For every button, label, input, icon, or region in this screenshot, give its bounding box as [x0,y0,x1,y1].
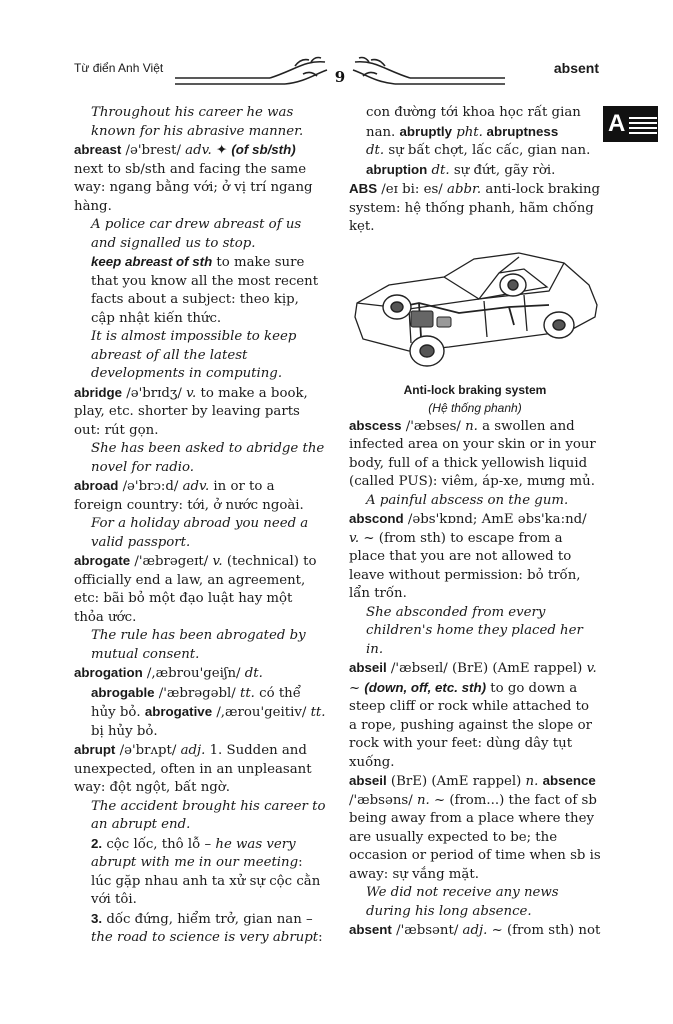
part-of-speech: v. [212,554,223,569]
note: (BrE) (AmE rappel) [386,774,526,789]
part-of-speech: abbr. [447,182,482,197]
definition: 1. Sudden and unexpected, often in an unpleasant way: đột ngột, bất ngờ. [74,743,312,795]
guide-word: absent [553,60,599,76]
headword: abrogation [74,665,143,680]
wheel-rear-right-hub [553,320,565,330]
page-header-ornament [175,52,505,94]
example: It is almost impossible to keep abreast of all the latest developments in computing. [91,329,297,381]
definition: ~ (from...) the fact of sb being away from a place where they are usually expected to be; the occasion or period of time when sb is away: sự vắng mặt. [349,792,601,882]
pronunciation: /,æbrou'geiʃn/ [142,666,245,681]
part-of-speech: adv. [182,479,210,494]
pronunciation: /'æbrəgəbl/ [154,685,240,701]
definition: cộc lốc, thô lỗ – [102,836,216,852]
headword: abrogate [74,553,131,568]
part-of-speech: tt. [240,685,255,701]
definition: a swollen and infected area on your skin or in your body, full of a thick yellowish liquid (called PUS): viêm, áp-xe, mưng mủ. [349,418,596,489]
wheel-front-right-hub [420,345,434,357]
part-of-speech: v. [349,530,360,546]
pronunciation: /ə'brɔ:d/ [118,479,183,494]
symbol: ✦ [211,143,232,158]
car-illustration [349,247,601,377]
pronunciation: /eɪ bi: es/ [377,182,448,197]
part-of-speech: adj. [180,743,206,758]
pronunciation: /'æbses/ [401,418,466,434]
example: The accident brought his career to an abrupt end. [91,798,326,832]
pronunciation: /'æbsənt/ [391,923,463,938]
headword: abscond [349,511,404,526]
part-of-speech: n. [465,418,478,434]
headword: absent [349,922,392,937]
sense-2 [74,835,326,910]
definition: to go down a steep cliff or rock while attached to a rope, pushing against the slope or rock with your feet: dùng dây tụt xuống. [349,680,592,770]
pronunciation: /'æbrəgeɪt/ [130,554,213,569]
headword: abrogative [144,704,213,719]
pattern: (of sb/sth) [231,142,296,157]
definition: in or to a foreign country: tới, ở nước ngoài. [74,479,304,513]
pronunciation: /'æbsəns/ [349,792,417,808]
example: She has been asked to abridge the novel for radio. [91,441,325,475]
definition: ~ (from sth) to escape from a place that you are not allowed to leave without permission: bỏ trốn, lẩn trốn. [349,530,581,601]
definition: sự đứt, gãy rời. [449,162,556,178]
pronunciation: /ə'brɪdʒ/ [122,385,187,401]
part-of-speech: dt. [366,143,385,158]
sense-number: 2. [91,835,103,851]
wheel-rear-left-hub [508,280,518,290]
figure-caption-title: Anti-lock braking system [403,382,547,397]
headword: abruptness [482,123,559,139]
entry-abreast [74,141,326,216]
tab-letter: A [608,110,626,137]
example: She absconded from every children's home they placed her in. [366,604,583,657]
definition: next to sb/sth and facing the same way: ngang bằng với; ở vị trí ngang hàng. [74,161,313,214]
pattern: (down, off, etc. sth) [364,679,487,695]
definition: ~ (from sth) not [487,923,601,938]
part-of-speech: dt. [427,162,450,178]
tab-stripes [629,114,657,134]
headword: abreast [74,142,122,157]
entry-abs [349,180,601,237]
headword: abscess [349,417,402,433]
part-of-speech: tt. [310,705,326,720]
part-of-speech: pht. [451,124,483,140]
wheel-front-left-hub [391,302,403,312]
derived-forms [74,684,326,742]
headword: abruptly [399,123,452,139]
entry-abscond [349,510,601,604]
pronunciation: /ə'brʌpt/ [115,743,181,758]
entry-abrupt [74,741,326,798]
part-of-speech: adv. [185,143,212,158]
headword: abseil [349,660,387,675]
example: A police car drew abreast of us and signalled us to stop. [91,217,302,251]
headword: abroad [74,478,119,493]
pronunciation: /'æbseɪl/ (BrE) (AmE rappel) [386,661,587,676]
definition: (technical) to officially end a law, an agreement, etc: bãi bỏ một đạo luật hay một thỏa ước. [74,554,317,625]
headword: abrupt [74,742,116,757]
headword: abrogable [91,684,155,700]
part-of-speech: dt. [244,666,263,681]
left-column [74,104,326,948]
letter-thumb-tab [603,106,658,142]
phrase: keep abreast of sth [91,254,213,269]
part-of-speech: n. [525,774,539,789]
part-of-speech: n. [416,792,430,808]
definition: to make sure that you know all the most recent facts about a subject: theo kịp, cập nhật kiến thức. [91,255,319,326]
example: The rule has been abrogated by mutual consent. [91,628,306,662]
entry-abrogate [74,552,326,627]
car-door-lines [484,295,527,337]
entry-abscess [349,417,601,492]
right-column [349,104,601,941]
page-number: 9 [334,68,346,86]
symbol: ~ [349,680,365,696]
pronunciation: /ə'brest/ [121,143,186,158]
pronunciation: /,ærou'geitiv/ [212,705,311,720]
definition: anti-lock braking system: hệ thống phanh, hãm chống kẹt. [349,182,601,234]
derived-abruption [349,161,601,181]
engine-block [411,311,451,327]
entry-absent [349,921,601,941]
figure-caption-subtitle: (Hệ thống phanh) [428,400,522,415]
translation: : lúc gặp nhau anh ta xử sự cộc cằn với tôi. [91,855,321,907]
translation: : [318,930,323,945]
entry-abrogation [74,664,326,684]
part-of-speech: adj. [462,923,488,938]
definition: bị hủy bỏ. [91,723,158,739]
translation: con đường tới khoa học rất gian nan. [366,105,581,140]
phrase-keep-abreast [74,253,326,328]
example: the road to science is very abrupt [91,930,319,945]
sense-3 [74,910,326,948]
entry-abridge [74,384,326,441]
entry-abseil-noun [349,772,601,884]
example: We did not receive any news during his long absence. [366,885,559,919]
headword: absence [542,773,596,788]
header-rule-right [353,58,505,85]
headword: abridge [74,384,123,400]
dictionary-title: Từ điển Anh Việt [74,61,164,75]
example: he was very abrupt with me in our meeting [91,836,299,870]
abrupt-continuation [349,104,601,161]
header-rule-left [175,58,327,85]
example: For a holiday abroad you need a valid passport. [91,516,309,550]
headword: abruption [366,161,428,177]
part-of-speech: v. [586,661,597,676]
entry-abseil-verb [349,659,601,772]
pronunciation: /əbs'kɒnd; AmE əbs'ka:nd/ [403,512,587,527]
headword: ABS [349,181,378,196]
example: Throughout his career he was known for his abrasive manner. [91,105,304,139]
definition: sự bất chợt, lấc cấc, gian nan. [384,143,591,158]
example: A painful abscess on the gum. [366,492,569,508]
sense-number: 3. [91,910,103,926]
definition: dốc đứng, hiểm trở, gian nan – [102,911,313,927]
entry-abroad [74,477,326,515]
definition: to make a book, play, etc. shorter by leaving parts out: rút gọn. [74,385,308,438]
part-of-speech: v. [186,385,197,401]
headword: abseil [349,773,387,788]
definition: có thể hủy bỏ. [91,685,301,720]
